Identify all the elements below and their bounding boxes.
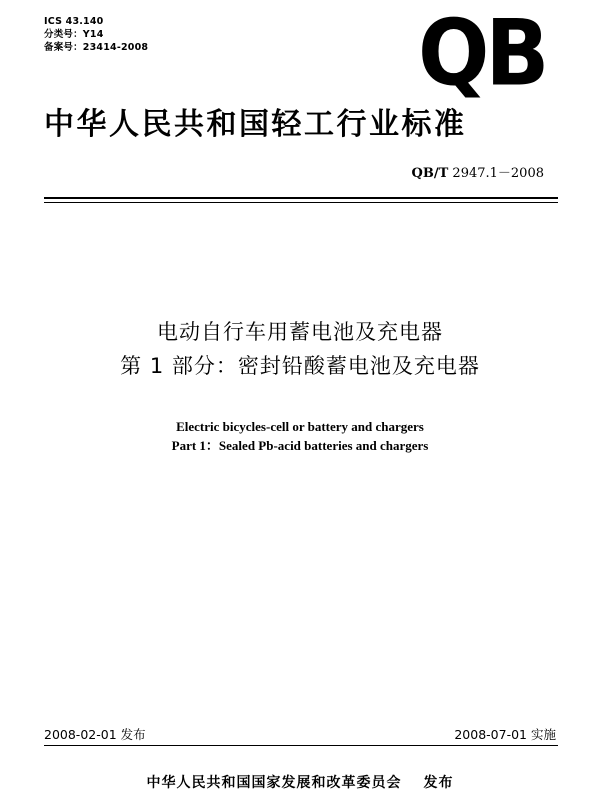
top-divider-thin [44, 202, 558, 203]
standard-code: 2947.1－2008 [452, 166, 544, 181]
implementation-date-label: 实施 [530, 727, 556, 742]
top-divider [44, 197, 558, 199]
publisher-name: 中华人民共和国国家发展和改革委员会 [146, 775, 402, 791]
standard-prefix: QB/T [411, 166, 449, 181]
standard-number [412, 166, 544, 182]
title-english-line2: Part 1：Sealed Pb-acid batteries and chargers [171, 438, 429, 453]
title-chinese-line2: 第 1 部分：密封铅酸蓄电池及充电器 [120, 354, 480, 378]
implementation-date-value: 2008-07-01 [454, 727, 527, 742]
implementation-date [454, 725, 556, 743]
classification-number: 分类号：Y14 [44, 29, 104, 40]
record-number: 备案号：23414-2008 [44, 42, 149, 53]
title-english-line1: Electric bicycles-cell or battery and chargers [176, 419, 424, 434]
organization-title: 中华人民共和国轻工行业标准 [44, 107, 467, 142]
ics-code: ICS 43.140 [44, 16, 104, 27]
publisher-label: 发布 [423, 775, 454, 791]
issue-date [44, 725, 146, 743]
issue-date-label: 发布 [120, 727, 146, 742]
issue-date-value: 2008-02-01 [44, 727, 117, 742]
title-chinese-line1: 电动自行车用蓄电池及充电器 [157, 320, 443, 344]
bottom-divider [44, 745, 558, 746]
qb-logo: QB [418, 0, 546, 107]
publisher [0, 772, 600, 792]
